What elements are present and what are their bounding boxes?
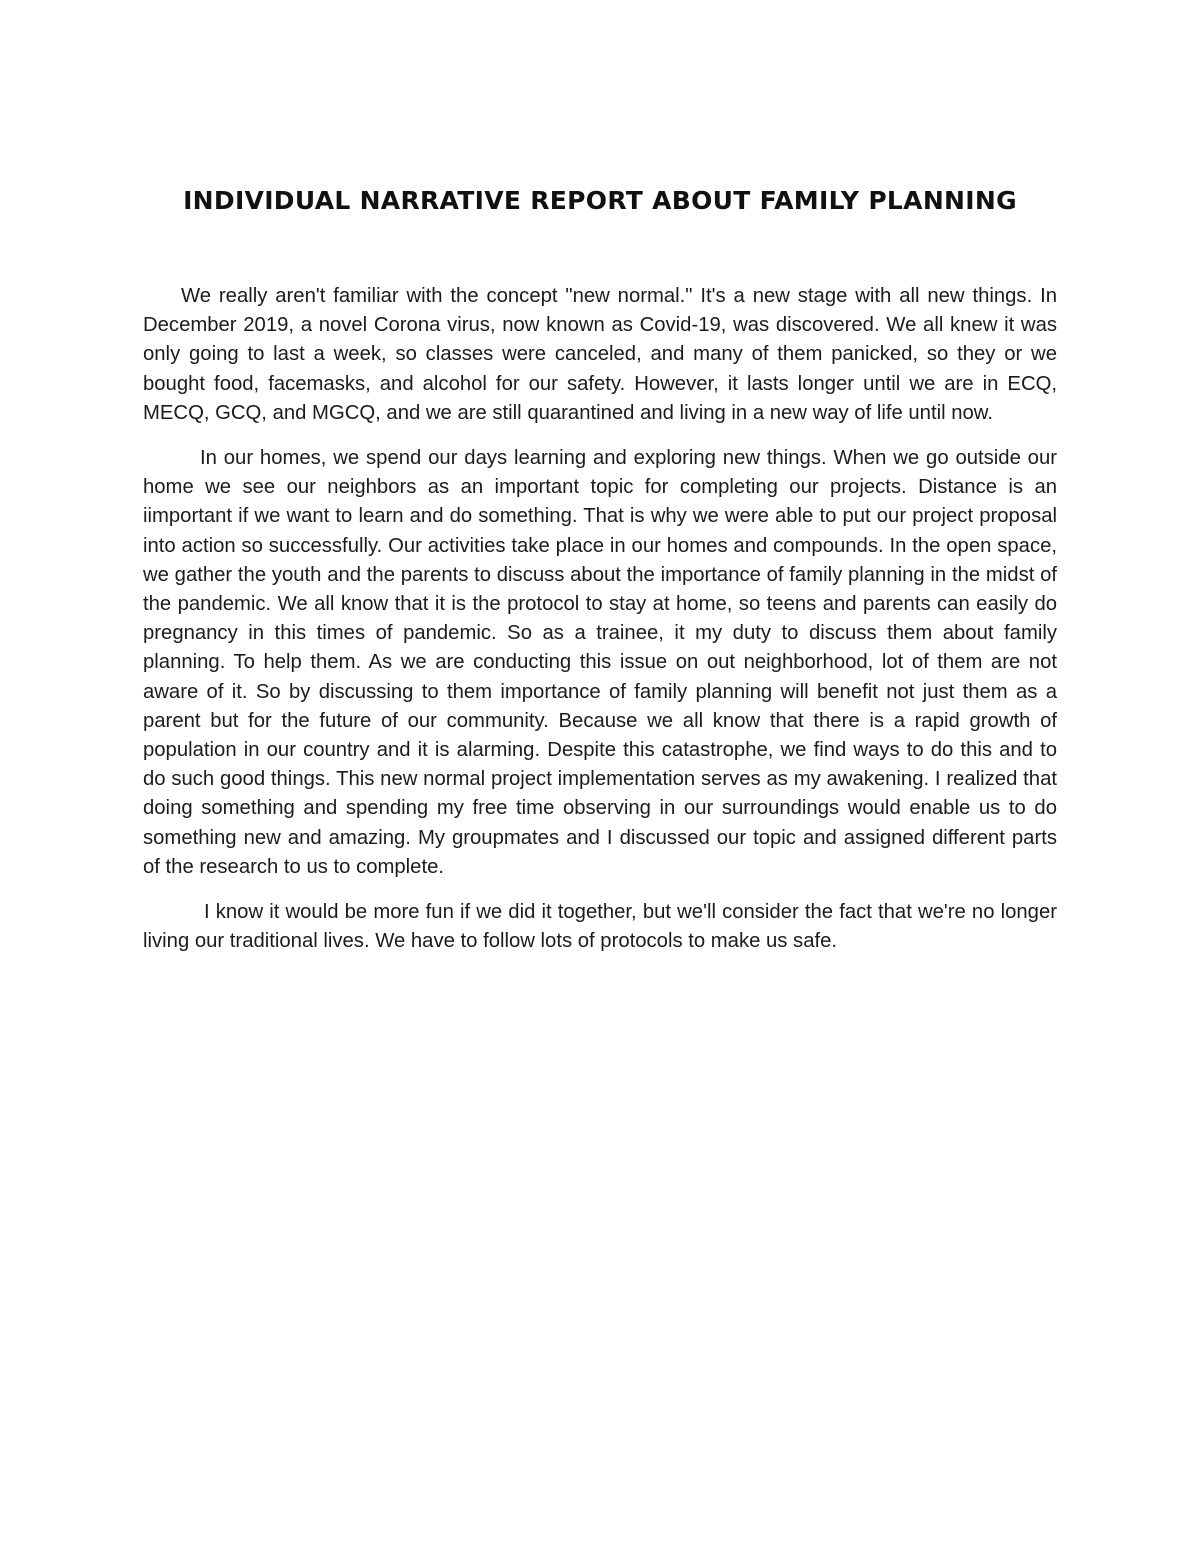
paragraph-3: I know it would be more fun if we did it together, but we'll consider the fact that we're no longer living our traditional lives. We have to follow lots of protocols to make us safe. [143, 901, 1057, 953]
document-body [143, 282, 1057, 972]
paragraph-1: We really aren't familiar with the concept "new normal." It's a new stage with all new things. In December 2019, a novel Corona virus, now known as Covid-19, was discovered. We all knew it was only going to last a week, so classes were canceled, and many of them panicked, so they or we bought food, facemasks, and alcohol for our safety. However, it lasts longer until we are in ECQ, MECQ, GCQ, and MGCQ, and we are still quarantined and living in a new way of life until now. [143, 285, 1057, 424]
document-title: INDIVIDUAL NARRATIVE REPORT ABOUT FAMILY PLANNING [183, 186, 1017, 215]
paragraph-2: In our homes, we spend our days learning and exploring new things. When we go outside our home we see our neighbors as an important topic for completing our projects. Distance is an iimportant if we want to learn and do something. That is why we were able to put our project proposal into action so successfully. Our activities take place in our homes and compounds. In the open space, we gather the youth and the parents to discuss about the importance of family planning in the midst of the pandemic. We all know that it is the protocol to stay at home, so teens and parents can easily do pregnancy in this times of pandemic. So as a trainee, it my duty to discuss them about family planning. To help them. As we are conducting this issue on out neighborhood, lot of them are not aware of it. So by discussing to them importance of family planning will benefit not just them as a parent but for the future of our community. Because we all know that there is a rapid growth of population in our country and it is alarming. Despite this catastrophe, we find ways to do this and to do such good things. This new normal project implementation serves as my awakening. I realized that doing something and spending my free time observing in our surroundings would enable us to do something new and amazing. My groupmates and I discussed our topic and assigned different parts of the research to us to complete. [143, 447, 1057, 878]
